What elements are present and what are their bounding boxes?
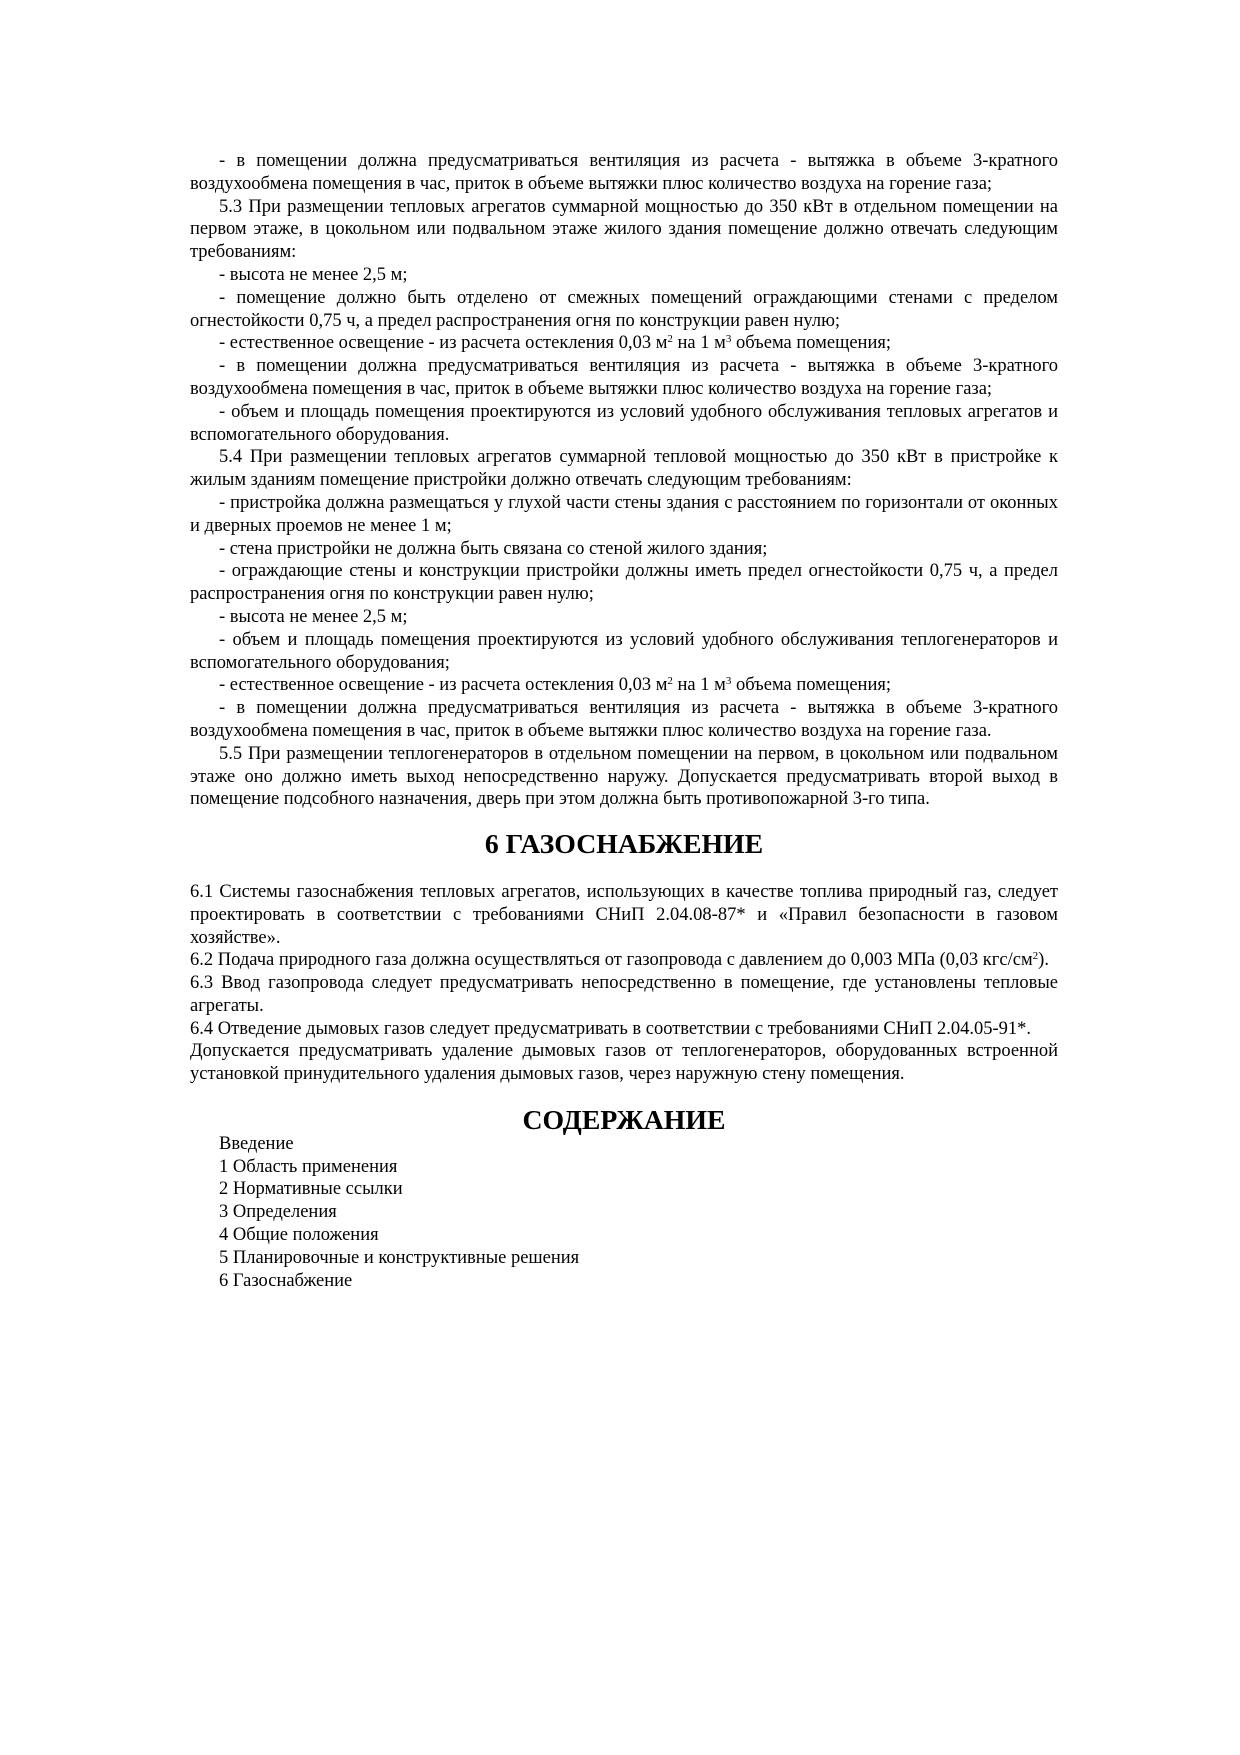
paragraph: - ограждающие стены и конструкции пристройки должны иметь предел огнестойкости 0,75 ч, а предел распространения огня по конструкции равен нулю; — [190, 561, 1058, 605]
paragraph: - в помещении должна предусматриваться вентиляция из расчета - вытяжка в объеме 3-кратного воздухообмена помещения в час, приток в объеме вытяжки плюс количество воздуха на горение газа; — [190, 151, 1058, 194]
paragraph: - в помещении должна предусматриваться вентиляция из расчета - вытяжка в объеме 3-кратного воздухообмена помещения в час, приток в объеме вытяжки плюс количество воздуха на горение газа. — [190, 698, 1058, 741]
contents-heading: СОДЕРЖАНИЕ — [522, 1105, 726, 1137]
text-run: - естественное освещение - из расчета остекления 0,03 м — [219, 333, 668, 354]
clause-5-3: 5.3 При размещении тепловых агрегатов суммарной мощностью до 350 кВт в отдельном помещении на первом этаже, в цокольном или подвальном этаже жилого здания помещение должно отвечать следующим требованиям: — [190, 196, 1058, 263]
toc-item: 4 Общие положения — [219, 1225, 379, 1246]
table-of-contents — [190, 1133, 1058, 1293]
clause-6-2 — [190, 949, 1058, 972]
toc-item: 2 Нормативные ссылки — [219, 1179, 403, 1200]
toc-item: 3 Определения — [219, 1202, 337, 1223]
text-run: 6.2 Подача природного газа должна осуществляться от газопровода с давлением до 0,003 МПа (0,03 кгс/см — [190, 950, 1033, 971]
superscript: 3 — [725, 675, 732, 688]
superscript: 2 — [1032, 950, 1039, 963]
text-run: объема помещения; — [731, 675, 892, 696]
paragraph: - высота не менее 2,5 м; — [219, 606, 408, 627]
superscript: 2 — [667, 333, 673, 346]
superscript: 3 — [725, 333, 732, 346]
section-6 — [190, 881, 1058, 1086]
toc-item: 6 Газоснабжение — [219, 1270, 353, 1291]
paragraph: - стена пристройки не должна быть связана со стеной жилого здания; — [219, 538, 768, 559]
text-run: на 1 м — [672, 675, 726, 696]
text-run: объема помещения; — [731, 333, 892, 354]
paragraph: - пристройка должна размещаться у глухой части стены здания с расстоянием по горизонтали от оконных и дверных проемов не менее 1 м; — [190, 492, 1058, 536]
text-run: ). — [1038, 950, 1049, 971]
text-run: - естественное освещение - из расчета остекления 0,03 м — [219, 675, 668, 696]
clause-6-4: 6.4 Отведение дымовых газов следует предусматривать в соответствии с требованиями СНиП 2.04.05-91*. — [190, 1018, 1032, 1039]
paragraph: - в помещении должна предусматриваться вентиляция из расчета - вытяжка в объеме 3-кратного воздухообмена помещения в час, приток в объеме вытяжки плюс количество воздуха на горение газа; — [190, 356, 1058, 399]
paragraph: - объем и площадь помещения проектируются из условий удобного обслуживания теплогенераторов и вспомогательного оборудования; — [190, 629, 1058, 673]
paragraph: - объем и площадь помещения проектируются из условий удобного обслуживания тепловых агрегатов и вспомогательного оборудования. — [190, 401, 1058, 445]
toc-item: Введение — [219, 1133, 294, 1154]
toc-item: 1 Область применения — [219, 1156, 398, 1177]
clause-6-1: 6.1 Системы газоснабжения тепловых агрегатов, использующих в качестве топлива природный газ, следует проектировать в соответствии с требованиями СНиП 2.04.08-87* и «Правил безопасности в газовом хозяйстве». — [190, 881, 1058, 948]
paragraph-lighting — [190, 674, 1058, 697]
document-page — [190, 150, 1058, 1292]
paragraph: - высота не менее 2,5 м; — [219, 264, 408, 285]
section-6-heading: 6 ГАЗОСНАБЖЕНИЕ — [484, 829, 764, 861]
paragraph: Допускается предусматривать удаление дымовых газов от теплогенераторов, оборудованных встроенной установкой принудительного удаления дымовых газов, через наружную стену помещения. — [190, 1041, 1058, 1085]
clause-5-4: 5.4 При размещении тепловых агрегатов суммарной тепловой мощностью до 350 кВт в пристройке к жилым зданиям помещение пристройки должно отвечать следующим требованиям: — [190, 447, 1058, 491]
paragraph-lighting — [190, 332, 1058, 355]
clause-5-5: 5.5 При размещении теплогенераторов в отдельном помещении на первом, в цокольном или подвальном этаже оно должно иметь выход непосредственно наружу. Допускается предусматривать второй выход в помещение подсобного назначения, дверь при этом должна быть противопожарной 3-го типа. — [190, 743, 1058, 810]
text-run: на 1 м — [672, 333, 726, 354]
clause-6-3: 6.3 Ввод газопровода следует предусматривать непосредственно в помещение, где установлены тепловые агрегаты. — [190, 973, 1058, 1016]
paragraph: - помещение должно быть отделено от смежных помещений ограждающими стенами с пределом огнестойкости 0,75 ч, а предел распространения огня по конструкции равен нулю; — [190, 287, 1058, 331]
superscript: 2 — [667, 675, 673, 688]
toc-item: 5 Планировочные и конструктивные решения — [219, 1247, 580, 1268]
section-5-continued — [190, 150, 1058, 811]
